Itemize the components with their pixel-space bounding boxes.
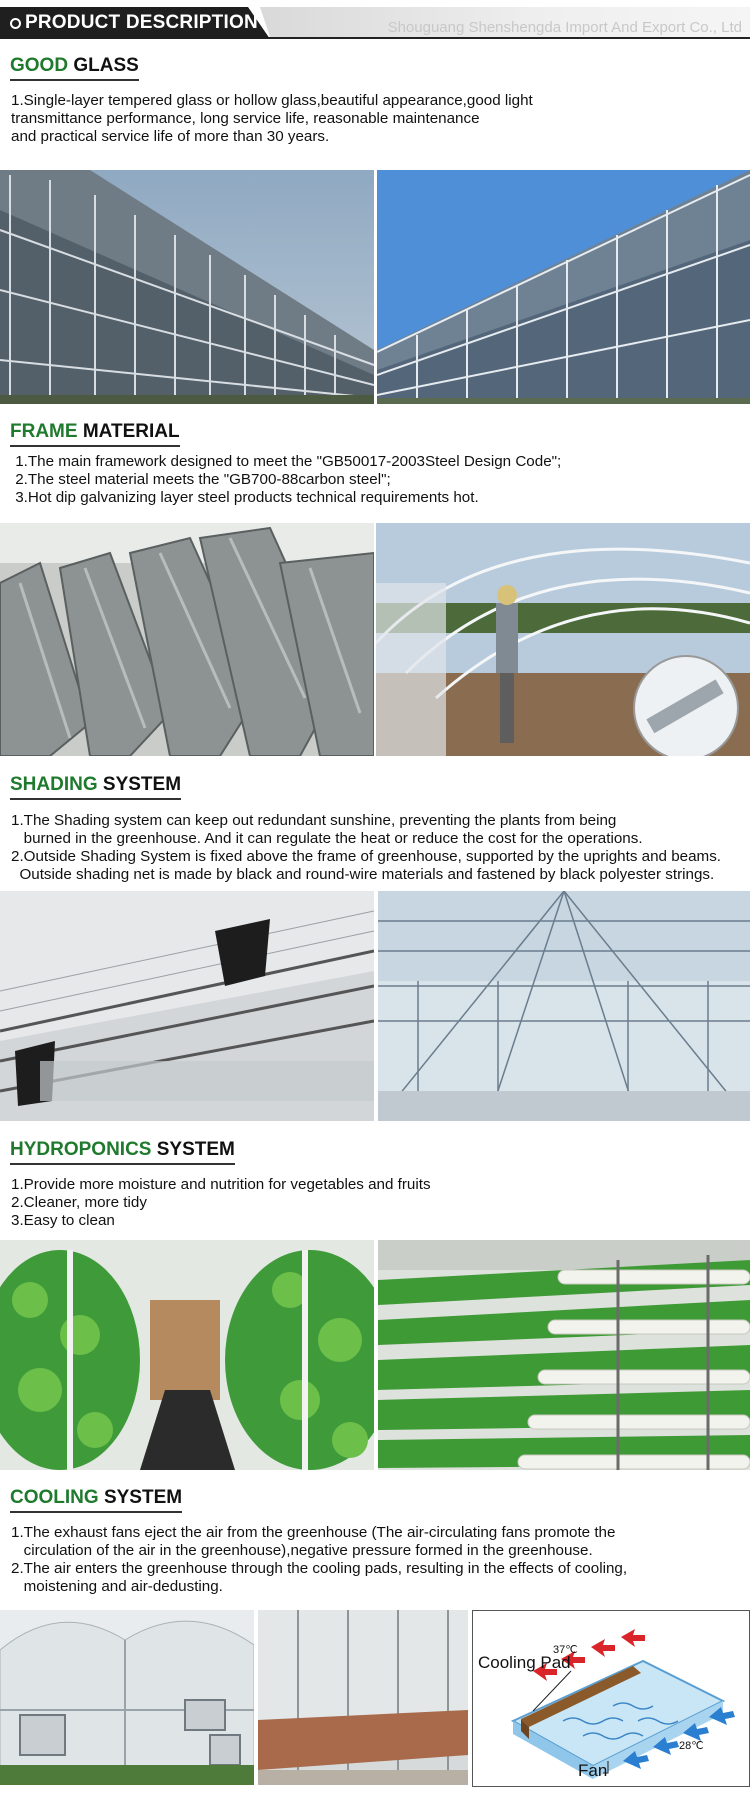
section-text-shading-system: 1.The Shading system can keep out redundant sunshine, preventing the plants from being burned in the greenhouse. And it can regulate the heat or reduce the cost for the operations. 2.Outside Shading System is fixed above the frame of greenhouse, supported by the uprights and beams. Outside shading net is made by black and round-wire materials and fastened by black polyester strings.	[11, 812, 722, 883]
section-title-shading-system: SHADING SYSTEM	[10, 774, 181, 800]
section-title-good-glass: GOOD GLASS	[10, 55, 139, 81]
header-title: PRODUCT DESCRIPTION	[25, 12, 258, 33]
section-text-frame-material: 1.The main framework designed to meet the "GB50017-2003Steel Design Code"; 2.The steel material meets the "GB700-88carbon steel"; 3.Hot dip galvanizing layer steel products technical requirements hot.	[11, 453, 562, 506]
section-text-good-glass: 1.Single-layer tempered glass or hollow glass,beautiful appearance,good light transmittance performance, long service life, reasonable maintenance and practical service life of more than 30 years.	[11, 92, 533, 145]
fan-label: Fan	[578, 1761, 608, 1780]
hydroponic-towers-photo	[0, 1240, 374, 1470]
section-title-cooling-system: COOLING SYSTEM	[10, 1487, 182, 1513]
glass-greenhouse-photo-2	[377, 170, 750, 404]
frame-installation-photo	[376, 523, 750, 756]
page-header	[0, 0, 750, 40]
exhaust-fans-photo	[0, 1610, 254, 1785]
section-text-hydroponics-system: 1.Provide more moisture and nutrition for vegetables and fruits 2.Cleaner, more tidy 3.Easy to clean	[11, 1176, 431, 1229]
section-title-frame-material: FRAME MATERIAL	[10, 421, 180, 447]
cooling-pad-label: Cooling Pad	[478, 1653, 571, 1672]
section-text-cooling-system: 1.The exhaust fans eject the air from the greenhouse (The air-circulating fans promote the circulation of the air in the greenhouse),negative pressure formed in the greenhouse. 2.The air enters the greenhouse through the cooling pads, resulting in the effects of cooling, moistening and air-dedusting.	[11, 1524, 628, 1595]
temperature-hot-label: 37℃	[553, 1644, 578, 1656]
cooling-pad-diagram	[472, 1610, 750, 1787]
cooling-pad-wall-photo	[258, 1610, 468, 1785]
shading-net-photo	[0, 891, 374, 1121]
company-name: Shouguang Shenshengda Import And Export Co., Ltd	[387, 19, 742, 36]
bullet-icon	[10, 18, 21, 29]
shading-inside-photo	[378, 891, 750, 1121]
section-title-hydroponics-system: HYDROPONICS SYSTEM	[10, 1139, 235, 1165]
hydroponic-pipes-photo	[378, 1240, 750, 1470]
temperature-cool-label: 28℃	[679, 1740, 704, 1752]
glass-greenhouse-photo-1	[0, 170, 374, 404]
steel-profiles-photo	[0, 523, 374, 756]
